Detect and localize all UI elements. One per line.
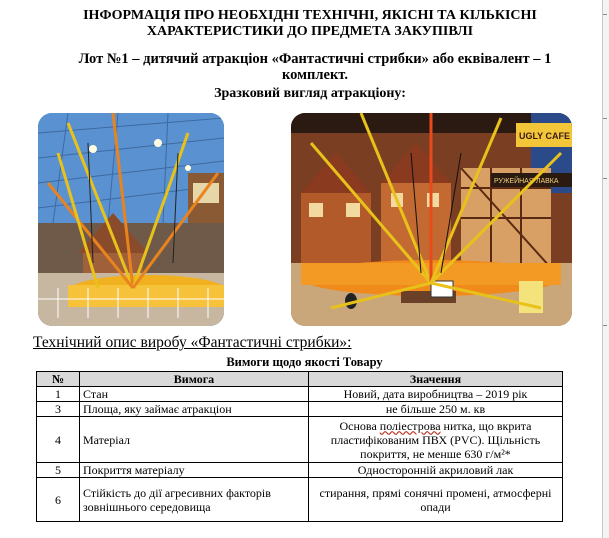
row-value-part: покриття, не менше 630 г/м²* [360, 446, 511, 461]
page-edge [602, 0, 609, 538]
attraction-photo-right [291, 113, 572, 326]
lot-line-2: комплект. [282, 67, 348, 83]
row-requirement-part: Стійкість до дії агресивних факторів [83, 485, 271, 500]
table-row [37, 417, 563, 463]
row-number: 6 [37, 478, 80, 522]
table-caption: Вимоги щодо якості Товару [226, 355, 383, 369]
attraction-photo-left [38, 113, 224, 326]
table-row [37, 463, 563, 478]
row-value-part: нитка, що вкрита [440, 418, 532, 433]
table-header-row [37, 372, 563, 387]
edge-mark [603, 325, 607, 326]
row-number: 1 [37, 387, 80, 402]
title-line-2: ХАРАКТЕРИСТИКИ ДО ПРЕДМЕТА ЗАКУПІВЛІ [146, 24, 474, 39]
edge-mark [603, 14, 607, 15]
requirements-table [36, 371, 563, 522]
row-value-spellcheck-word: поліестрова [379, 418, 441, 433]
lot-title [40, 51, 590, 83]
row-value [309, 478, 563, 522]
row-value [309, 417, 563, 463]
sign-ugly-cafe: UGLY CAFE [519, 131, 571, 141]
table-row [37, 402, 563, 417]
table-row [37, 387, 563, 402]
col-header-number: № [37, 372, 80, 387]
row-requirement: Покриття матеріалу [80, 463, 309, 478]
col-header-requirement: Вимога [80, 372, 309, 387]
row-value-part: пластифікованим ПВХ (PVC). Щільність [330, 432, 541, 447]
row-requirement: Матеріал [80, 417, 309, 463]
col-header-value: Значення [309, 372, 563, 387]
document-title [60, 8, 560, 40]
table-row [37, 478, 563, 522]
edge-mark [603, 118, 607, 119]
row-value-part: стирання, прямі сонячні промені, атмосферні [319, 485, 552, 500]
sample-view-heading: Зразковий вигляд атракціону: [214, 86, 406, 101]
row-value: не більше 250 м. кв [309, 402, 563, 417]
row-value-part: опади [420, 499, 451, 514]
row-requirement: Площа, яку займає атракціон [80, 402, 309, 417]
edge-mark [603, 178, 607, 179]
sign-gun-shop: РУЖЕЙНАЯ ЛАВКА [494, 178, 559, 185]
section-title: Технічний опис виробу «Фантастичні стрибки»: [33, 334, 352, 351]
row-number: 4 [37, 417, 80, 463]
row-value: Односторонній акриловий лак [309, 463, 563, 478]
row-value-part: Основа [339, 418, 380, 433]
row-number: 3 [37, 402, 80, 417]
row-number: 5 [37, 463, 80, 478]
row-requirement-part: зовнішнього середовища [83, 499, 211, 514]
row-requirement [80, 478, 309, 522]
row-requirement: Стан [80, 387, 309, 402]
title-line-1: ІНФОРМАЦІЯ ПРО НЕОБХІДНІ ТЕХНІЧНІ, ЯКІСНІ ТА КІЛЬКІСНІ [83, 8, 537, 23]
lot-line-1: Лот №1 – дитячий атракціон «Фантастичні стрибки» або еквівалент – 1 [78, 51, 552, 67]
row-value: Новий, дата виробництва – 2019 рік [309, 387, 563, 402]
